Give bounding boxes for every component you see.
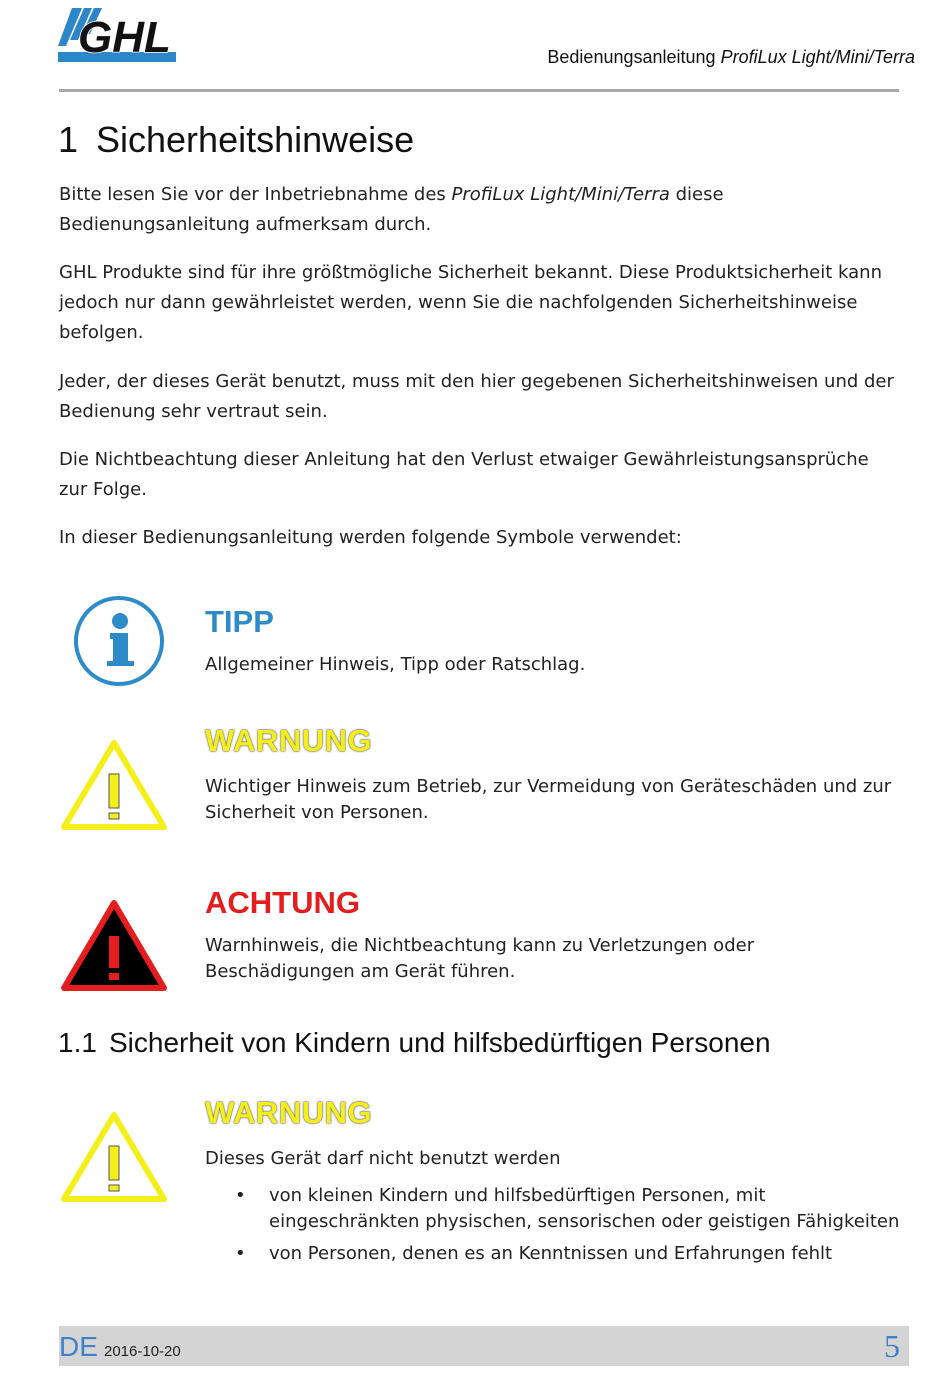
tipp-description: Allgemeiner Hinweis, Tipp oder Ratschlag.	[205, 654, 586, 675]
warning-triangle-icon	[60, 738, 168, 832]
list-item: • von Personen, denen es an Kenntnissen und Erfahrungen fehlt	[205, 1241, 905, 1267]
paragraph-warranty: Die Nichtbeachtung dieser Anleitung hat den Verlust etwaiger Gewährleistungsansprüche zur Folge.	[59, 449, 869, 500]
achtung-description: Warnhinweis, die Nichtbeachtung kann zu Verletzungen oder Beschädigungen am Gerät führen.	[205, 935, 755, 982]
page-number: 5	[884, 1328, 900, 1364]
restriction-list	[205, 1183, 905, 1273]
footer-language: DE	[59, 1331, 98, 1362]
danger-triangle-icon	[60, 898, 168, 994]
logo-text: GHL	[78, 13, 171, 62]
section-heading-1-1	[58, 1027, 771, 1059]
warnung-description: Wichtiger Hinweis zum Betrieb, zur Vermeidung von Geräteschäden und zur Sicherheit von Personen.	[205, 776, 892, 823]
section-number: 1	[58, 119, 79, 160]
paragraph-symbols-intro: In dieser Bedienungsanleitung werden folgende Symbole verwendet:	[59, 527, 682, 548]
warnung-title: WARNUNG	[205, 723, 373, 758]
paragraph-product-safety: GHL Produkte sind für ihre größtmögliche Sicherheit bekannt. Diese Produktsicherheit kann jedoch nur dann gewährleistet werden, wenn Sie die nachfolgenden Sicherheitshinweise befolgen.	[59, 262, 882, 343]
footer-date: 2016-10-20	[104, 1343, 181, 1360]
section-title: Sicherheitshinweise	[96, 119, 415, 160]
achtung-title: ACHTUNG	[205, 885, 360, 920]
warning-triangle-icon	[60, 1110, 168, 1204]
children-warning-text: Dieses Gerät darf nicht benutzt werden	[205, 1148, 561, 1169]
paragraph-user-familiarity: Jeder, der dieses Gerät benutzt, muss mit den hier gegebenen Sicherheitshinweisen und der Bedienung sehr vertraut sein.	[59, 371, 894, 422]
ghl-logo	[58, 8, 180, 66]
section-heading-1	[58, 119, 414, 161]
subsection-title: Sicherheit von Kindern und hilfsbedürftigen Personen	[109, 1027, 771, 1058]
header-divider	[59, 89, 899, 92]
info-icon	[72, 594, 166, 688]
list-item: • von kleinen Kindern und hilfsbedürftigen Personen, mit eingeschränkten physischen, sensorischen oder geistigen Fähigkeiten	[205, 1183, 905, 1235]
document-header-title: Bedienungsanleitung ProfiLux Light/Mini/Terra	[547, 47, 915, 67]
footer-bar	[59, 1326, 909, 1366]
children-warning-title: WARNUNG	[205, 1095, 373, 1130]
subsection-number: 1.1	[58, 1027, 97, 1058]
intro-paragraph: Bitte lesen Sie vor der Inbetriebnahme des ProfiLux Light/Mini/Terra diese Bedienungsanleitung aufmerksam durch.	[59, 184, 724, 235]
tipp-title: TIPP	[205, 604, 274, 639]
